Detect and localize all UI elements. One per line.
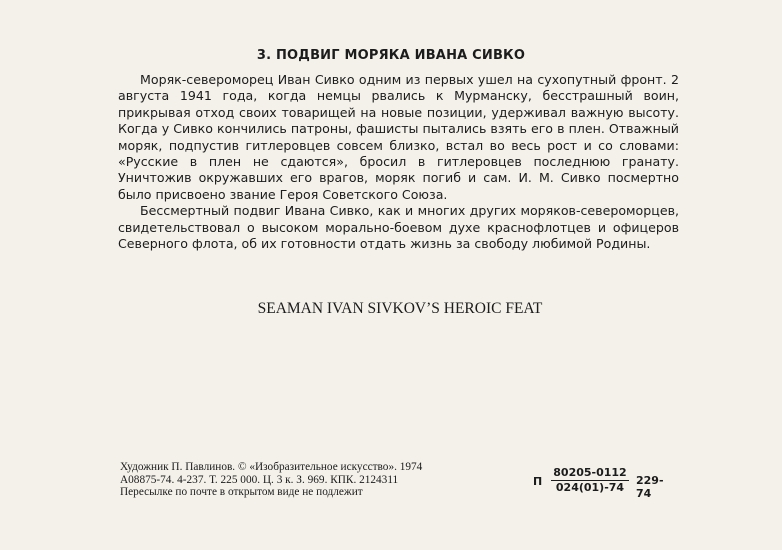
paragraph-2: Бессмертный подвиг Ивана Сивко, как и многих других моряков-североморцев, свидетельствовал о высоком морально-боевом духе краснофлотцев и офицеров Северного флота, об их готовности отдать жизнь за свободу любимой Родины.: [118, 203, 679, 252]
imprint-line-2: А08875-74. 4-237. Т. 225 000. Ц. 3 к. З. 969. КПК. 2124311: [120, 473, 399, 486]
index-letter: П: [533, 475, 543, 488]
imprint-line-1: Художник П. Павлинов. © «Изобразительное искусство». 1974: [120, 461, 423, 473]
heading: 3. ПОДВИГ МОРЯКА ИВАНА СИВКО: [256, 48, 526, 63]
index-code: 229-74: [636, 474, 664, 500]
imprint-line-3: Пересылке по почте в открытом виде не подлежит: [120, 486, 363, 499]
index-denominator: 024(01)-74: [555, 481, 625, 494]
index-numerator: 80205-0112: [551, 466, 629, 481]
body-text: [118, 72, 679, 252]
paragraph-1: Моряк-североморец Иван Сивко одним из первых ушел на сухопутный фронт. 2 августа 1941 года, когда немцы рвались к Мурманску, бесстрашный воин, прикрывая отход своих товарищей на новые позиции, удерживал важную высоту. Когда у Сивко кончились патроны, фашисты пытались взять его в плен. Отважный моряк, подпустив гитлеровцев совсем близко, встал во весь рост и со словами: «Русские в плен не сдаются», бросил в гитлеровцев последнюю гранату. Уничтожив окружавших его врагов, моряк погиб и сам. И. М. Сивко посмертно было присвоено звание Героя Советского Союза.: [118, 72, 679, 202]
imprint: [120, 461, 422, 499]
english-title: SEAMAN IVAN SIVKOV’S HEROIC FEAT: [257, 300, 543, 317]
index-fraction: [551, 466, 629, 495]
